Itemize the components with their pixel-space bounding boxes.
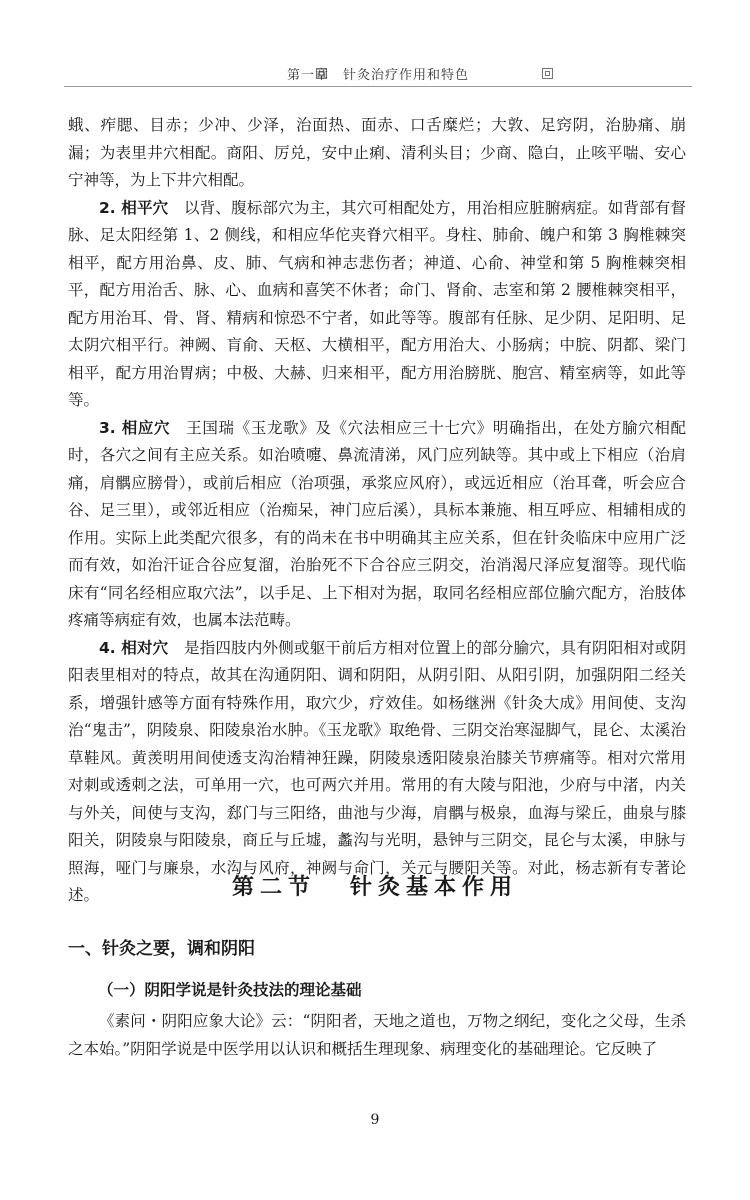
paragraph-suwen: 《素问・阴阳应象大论》云：“阴阳者，天地之道也，万物之纲纪，变化之父母，生杀之本始。”阴阳学说是中医学用以认识和概括生理现象、病理变化的基础理论。它反映了 (68, 1012, 686, 1058)
paragraph-xiangping (68, 195, 686, 415)
heading-level-2: （一）阴阳学说是针灸技法的理论基础 (98, 980, 362, 999)
paragraph-xiangdui (68, 635, 686, 910)
body-text (68, 112, 686, 910)
section-title (0, 870, 750, 901)
term-xiangping: 2. 相平穴 (99, 198, 169, 217)
paragraph-text: 是指四肢内外侧或躯干前后方相对位置上的部分腧穴，具有阴阳相对或阴阳表里相对的特点，故其在沟通阴阳、调和阴阳，从阴引阳、从阳引阴，加强阴阳二经关系，增强针感等方面有特殊作用，取穴少，疗效佳。如杨继洲《针灸大成》用间使、支沟治“鬼击”，阴陵泉、阳陵泉治水肿。《玉龙歌》取绝骨、三阴交治寒湿脚气，昆仑、太溪治草鞋风。黄羡明用间使透支沟治精神狂躁，阴陵泉透阳陵泉治膝关节痹痛等。相对穴常用对刺或透刺之法，可单用一穴，也可两穴并用。常用的有大陵与阳池，少府与中渚，内关与外关，间使与支沟，郄门与三阳络，曲池与少海，肩髃与极泉，血海与梁丘，曲泉与膝阳关，阴陵泉与阳陵泉，商丘与丘墟，蠡沟与光明，悬钟与三阴交，昆仑与太溪，申脉与照海，哑门与廉泉，水沟与风府，神阙与命门，关元与腰阳关等。对此，杨志新有专著论述。 (68, 638, 686, 904)
section-label: 第二节 (231, 875, 316, 900)
running-header (64, 64, 692, 87)
page-number: 9 (370, 1112, 380, 1128)
paragraph-continued: 蛾、痄腮、目赤；少冲、少泽，治面热、面赤、口舌糜烂；大敦、足窍阴，治胁痛、崩漏；为表里井穴相配。商阳、厉兑，安中止痢、清利头目；少商、隐白，止咳平喘、安心宁神等，为上下井穴相配。 (68, 116, 686, 189)
heading-level-1: 一、针灸之要，调和阴阳 (68, 939, 255, 959)
paragraph-text: 王国瑞《玉龙歌》及《穴法相应三十七穴》明确指出，在处方腧穴相配时，各穴之间有主应关系。如治喷嚏、鼻流清涕，风门应列缺等。其中或上下相应（治肩痛，肩髃应膀骨），或前后相应（治项强，承浆应风府），或远近相应（治耳聋，听会应合谷、足三里），或邻近相应（治痴呆，神门应后溪），具标本兼施、相互呼应、相辅相成的作用。实际上此类配穴很多，有的尚未在书中明确其主应关系，但在针灸临床中应用广泛而有效，如治汗证合谷应复溜，治胎死不下合谷应三阴交，治消渴尺泽应复溜等。现代临床有“同名经相应取穴法”，以手足、上下相对为据，取同名经相应部位腧穴配方，治肢体疼痛等病症有效，也属本法范畴。 (68, 418, 686, 629)
paragraph-text: 以背、腹标部穴为主，其穴可相配处方，用治相应脏腑病症。如背部有督脉、足太阳经第 1、2 侧线，和相应华佗夹脊穴相平。身柱、肺俞、魄户和第 3 胸椎棘突相平，配方用治鼻、皮、肺、气病和神志悲伤者；神道、心俞、神堂和第 5 胸椎棘突相平，配方用治舌、脉、心、血病和喜笑不休者；命门、肾俞、志室和第 2 腰椎棘突相平，配方用治耳、骨、肾、精病和惊恐不宁者，如此等等。腹部有任脉、足少阴、足阳明、足太阴穴相平行。神阙、肓俞、天枢、大横相平，配方用治大、小肠病；中脘、阴都、梁门相平，配方用治胃病；中极、大赫、归来相平，配方用治膀胱、胞宫、精室病等，如此等等。 (68, 198, 686, 409)
header-ornament-right-icon (542, 68, 553, 79)
chapter-title: 第一章 针灸治疗作用和特色 (286, 68, 469, 83)
term-xiangdui: 4. 相对穴 (99, 638, 169, 657)
term-xiangying: 3. 相应穴 (99, 418, 171, 437)
section-heading: 针灸基本作用 (350, 875, 519, 900)
paragraph-xiangying (68, 415, 686, 635)
body-text-tail (68, 1008, 686, 1063)
